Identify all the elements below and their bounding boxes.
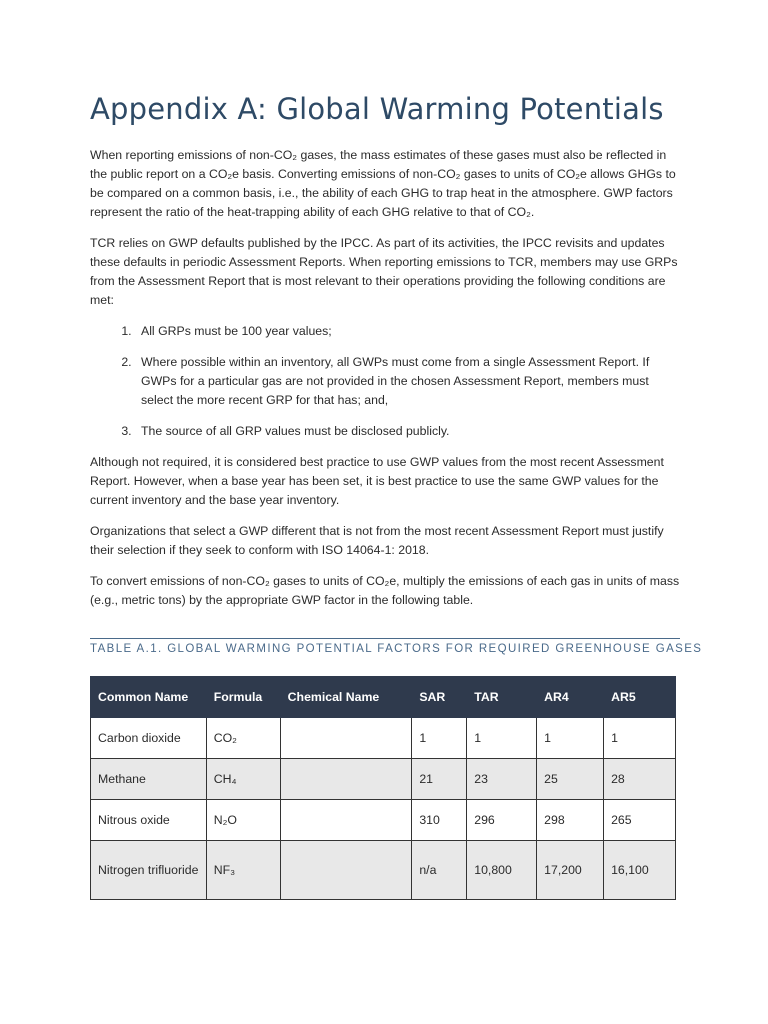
cell-tar: 23 xyxy=(467,759,537,800)
page-title: Appendix A: Global Warming Potentials xyxy=(90,92,664,126)
cell-tar: 10,800 xyxy=(467,841,537,900)
cell-tar: 1 xyxy=(467,718,537,759)
table-row xyxy=(91,800,676,841)
cell-ar4: 1 xyxy=(537,718,604,759)
cell-chemical-name xyxy=(280,718,412,759)
table-row xyxy=(91,718,676,759)
header-tar: TAR xyxy=(467,677,537,718)
caption-rule xyxy=(90,638,680,639)
list-item: 1. All GRPs must be 100 year values; xyxy=(135,322,680,341)
cell-ar4: 17,200 xyxy=(537,841,604,900)
paragraph-organizations: Organizations that select a GWP different that is not from the most recent Assessment Report must justify their selection if they seek to conform with ISO 14064-1: 2018. xyxy=(90,524,664,557)
header-sar: SAR xyxy=(412,677,467,718)
cell-common-name: Nitrogen trifluoride xyxy=(91,841,207,900)
cell-common-name: Methane xyxy=(91,759,207,800)
cell-ar5: 28 xyxy=(604,759,676,800)
list-item: 3. The source of all GRP values must be disclosed publicly. xyxy=(135,422,680,441)
cell-sar: n/a xyxy=(412,841,467,900)
body-text xyxy=(90,146,680,622)
paragraph-intro: When reporting emissions of non-CO₂ gases, the mass estimates of these gases must also be reflected in the public report on a CO₂e basis. Converting emissions of non-CO₂ gases to units of CO₂e allows GHGs to be compared on a common basis, i.e., the ability of each GHG to trap heat in the atmosphere. GWP factors represent the ratio of the heat-trapping ability of each GHG relative to that of CO₂. xyxy=(90,148,676,219)
table-caption: TABLE A.1. GLOBAL WARMING POTENTIAL FACTORS FOR REQUIRED GREENHOUSE GASES xyxy=(90,643,703,655)
cell-ar5: 265 xyxy=(604,800,676,841)
cell-ar4: 298 xyxy=(537,800,604,841)
cell-common-name: Nitrous oxide xyxy=(91,800,207,841)
header-ar5: AR5 xyxy=(604,677,676,718)
header-chemical-name: Chemical Name xyxy=(280,677,412,718)
gwp-table xyxy=(90,676,676,900)
cell-sar: 1 xyxy=(412,718,467,759)
cell-chemical-name xyxy=(280,759,412,800)
cell-formula: NF₃ xyxy=(206,841,280,900)
table-row xyxy=(91,841,676,900)
cell-chemical-name xyxy=(280,841,412,900)
header-formula: Formula xyxy=(206,677,280,718)
table-row xyxy=(91,759,676,800)
cell-sar: 310 xyxy=(412,800,467,841)
cell-common-name: Carbon dioxide xyxy=(91,718,207,759)
paragraph-convert: To convert emissions of non-CO₂ gases to units of CO₂e, multiply the emissions of each gas in units of mass (e.g., metric tons) by the appropriate GWP factor in the following table. xyxy=(90,574,680,607)
cell-ar4: 25 xyxy=(537,759,604,800)
table-header-row xyxy=(91,677,676,718)
conditions-list xyxy=(90,322,680,441)
cell-sar: 21 xyxy=(412,759,467,800)
cell-formula: N₂O xyxy=(206,800,280,841)
cell-tar: 296 xyxy=(467,800,537,841)
paragraph-tcr: TCR relies on GWP defaults published by the IPCC. As part of its activities, the IPCC revisits and updates these defaults in periodic Assessment Reports. When reporting emissions to TCR, members may use GRPs from the Assessment Report that is most relevant to their operations providing the following conditions are met: xyxy=(90,236,678,307)
cell-chemical-name xyxy=(280,800,412,841)
cell-ar5: 1 xyxy=(604,718,676,759)
cell-ar5: 16,100 xyxy=(604,841,676,900)
header-common-name: Common Name xyxy=(91,677,207,718)
paragraph-best-practice: Although not required, it is considered best practice to use GWP values from the most recent Assessment Report. However, when a base year has been set, it is best practice to use the same GWP values for the current inventory and the base year inventory. xyxy=(90,455,664,507)
cell-formula: CH₄ xyxy=(206,759,280,800)
list-item: 2. Where possible within an inventory, all GWPs must come from a single Assessment Report. If GWPs for a particular gas are not provided in the chosen Assessment Report, members must select the more recent GRP for that has; and, xyxy=(135,353,680,410)
header-ar4: AR4 xyxy=(537,677,604,718)
cell-formula: CO₂ xyxy=(206,718,280,759)
